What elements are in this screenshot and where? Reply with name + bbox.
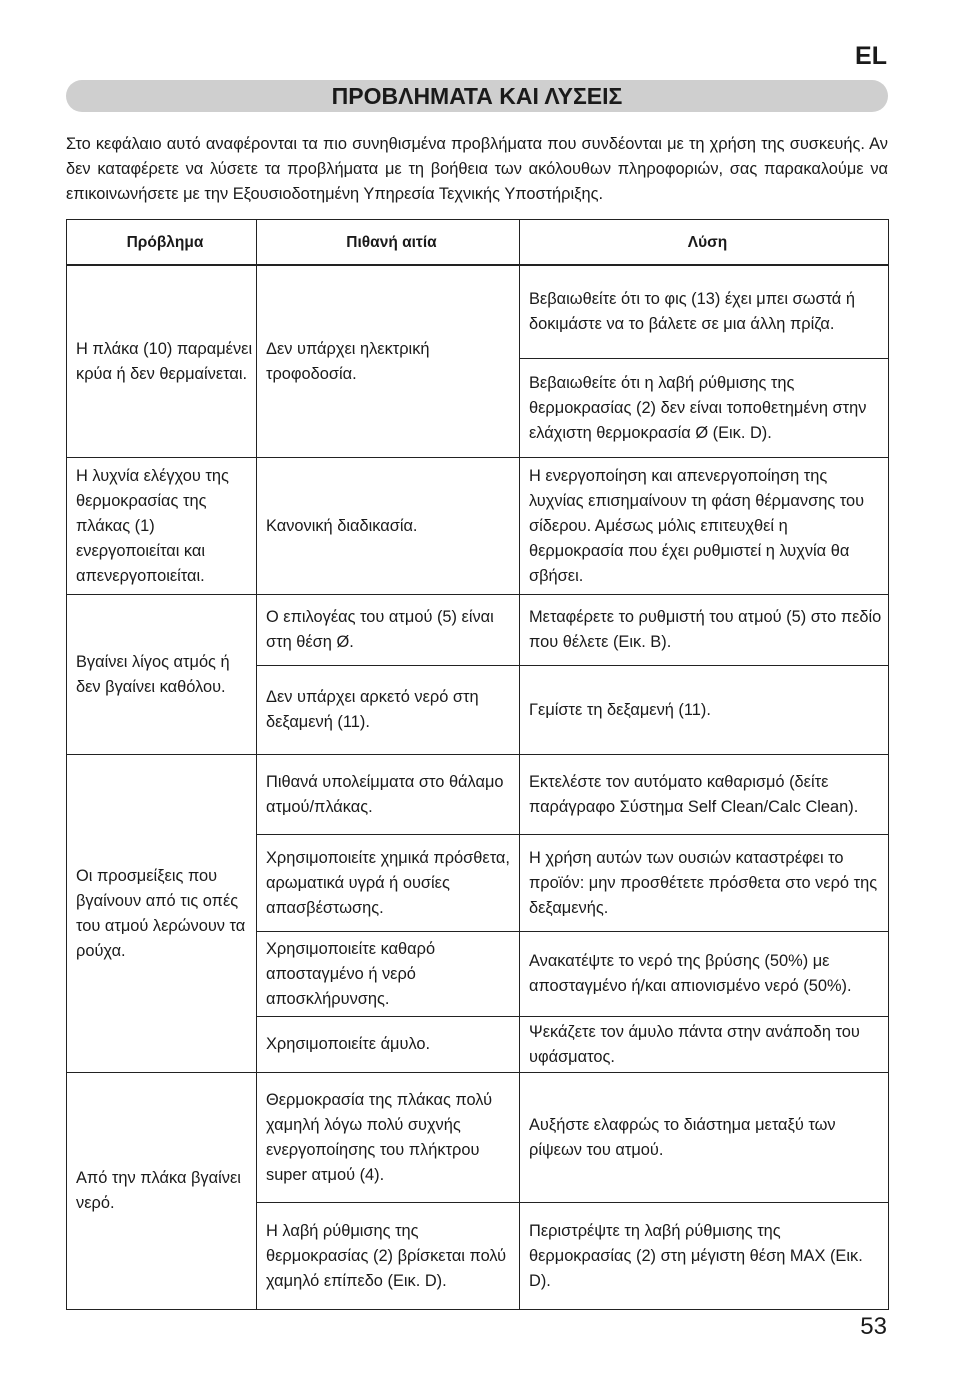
- solution-cell: Αυξήστε ελαφρώς το διάστημα μεταξύ των ρίψεων του ατμού.: [520, 1073, 889, 1203]
- intro-paragraph: Στο κεφάλαιο αυτό αναφέρονται τα πιο συνηθισμένα προβλήματα που συνδέονται με τη χρήση της συσκευής. Αν δεν καταφέρετε να λύσετε τα προβλήματα με τη βοήθεια των ακόλουθων πληροφοριών, σας παρακαλούμε να επικοινωνήσετε με την Εξουσιοδοτημένη Υπηρεσία Τεχνικής Υποστήριξης.: [66, 135, 888, 203]
- cause-cell: Χρησιμοποιείτε άμυλο.: [257, 1017, 520, 1073]
- solution-cell: Βεβαιωθείτε ότι η λαβή ρύθμισης της θερμοκρασίας (2) δεν είναι τοποθετημένη στην ελάχιστη θερμοκρασία Ø (Εικ. D).: [520, 359, 889, 458]
- solution-cell: Ανακατέψτε το νερό της βρύσης (50%) με αποσταγμένο ή/και απιονισμένο νερό (50%).: [520, 932, 889, 1017]
- cause-cell: Ο επιλογέας του ατμού (5) είναι στη θέση Ø.: [257, 595, 520, 666]
- section-title: ΠΡΟΒΛΗΜΑΤΑ ΚΑΙ ΛΥΣΕΙΣ: [66, 80, 888, 112]
- table-row: [67, 595, 889, 666]
- cause-cell: Δεν υπάρχει αρκετό νερό στη δεξαμενή (11).: [257, 666, 520, 755]
- header-cause: Πιθανή αιτία: [257, 220, 520, 266]
- cause-cell: Δεν υπάρχει ηλεκτρική τροφοδοσία.: [257, 265, 520, 458]
- language-code: EL: [855, 42, 887, 70]
- problem-cell: Η λυχνία ελέγχου της θερμοκρασίας της πλάκας (1) ενεργοποιείται και απενεργοποιείται.: [67, 458, 257, 595]
- table-row: [67, 458, 889, 595]
- page-number: 53: [860, 1313, 887, 1340]
- cause-cell: Θερμοκρασία της πλάκας πολύ χαμηλή λόγω πολύ συχνής ενεργοποίησης του πλήκτρου super ατμού (4).: [257, 1073, 520, 1203]
- solution-cell: Η ενεργοποίηση και απενεργοποίηση της λυχνίας επισημαίνουν τη φάση θέρμανσης του σίδερου. Αμέσως μόλις επιτευχθεί η θερμοκρασία που έχει ρυθμιστεί η λυχνία θα σβήσει.: [520, 458, 889, 595]
- table-row: [67, 265, 889, 359]
- table-header-row: [67, 220, 889, 266]
- table-row: [67, 1073, 889, 1203]
- cause-cell: Κανονική διαδικασία.: [257, 458, 520, 595]
- problem-cell: Η πλάκα (10) παραμένει κρύα ή δεν θερμαίνεται.: [67, 265, 257, 458]
- problem-cell: Από την πλάκα βγαίνει νερό.: [67, 1073, 257, 1310]
- solution-cell: Μεταφέρετε το ρυθμιστή του ατμού (5) στο πεδίο που θέλετε (Εικ. B).: [520, 595, 889, 666]
- solution-cell: Ψεκάζετε τον άμυλο πάντα στην ανάποδη του υφάσματος.: [520, 1017, 889, 1073]
- problem-cell: Οι προσμείξεις που βγαίνουν από τις οπές του ατμού λερώνουν τα ρούχα.: [67, 755, 257, 1073]
- solution-cell: Γεμίστε τη δεξαμενή (11).: [520, 666, 889, 755]
- header-problem: Πρόβλημα: [67, 220, 257, 266]
- solution-cell: Περιστρέψτε τη λαβή ρύθμισης της θερμοκρασίας (2) στη μέγιστη θέση MAX (Εικ. D).: [520, 1203, 889, 1310]
- header-solution: Λύση: [520, 220, 889, 266]
- table-row: [67, 755, 889, 835]
- cause-cell: Χρησιμοποιείτε καθαρό αποσταγμένο ή νερό αποσκλήρυνσης.: [257, 932, 520, 1017]
- solution-cell: Βεβαιωθείτε ότι το φις (13) έχει μπει σωστά ή δοκιμάστε να το βάλετε σε μια άλλη πρίζα.: [520, 265, 889, 359]
- cause-cell: Η λαβή ρύθμισης της θερμοκρασίας (2) βρίσκεται πολύ χαμηλό επίπεδο (Εικ. D).: [257, 1203, 520, 1310]
- problem-cell: Βγαίνει λίγος ατμός ή δεν βγαίνει καθόλου.: [67, 595, 257, 755]
- cause-cell: Πιθανά υπολείμματα στο θάλαμο ατμού/πλάκας.: [257, 755, 520, 835]
- troubleshooting-table: [66, 219, 889, 1310]
- solution-cell: Εκτελέστε τον αυτόματο καθαρισμό (δείτε παράγραφο Σύστημα Self Clean/Calc Clean).: [520, 755, 889, 835]
- solution-cell: Η χρήση αυτών των ουσιών καταστρέφει το προϊόν: μην προσθέτετε πρόσθετα στο νερό της δεξαμενής.: [520, 835, 889, 932]
- cause-cell: Χρησιμοποιείτε χημικά πρόσθετα, αρωματικά υγρά ή ουσίες απασβέστωσης.: [257, 835, 520, 932]
